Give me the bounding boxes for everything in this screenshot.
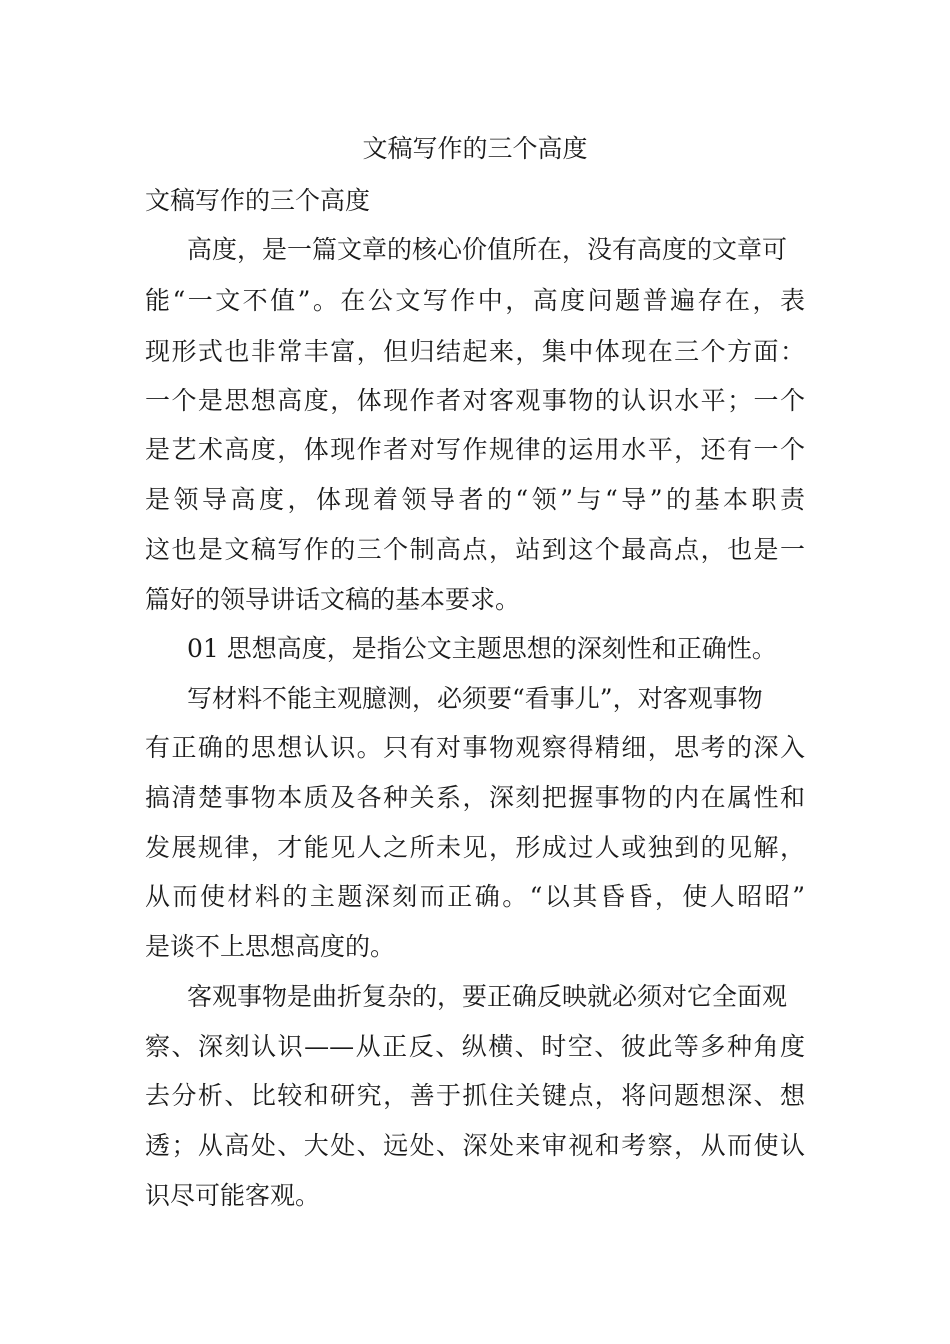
paragraph-line: 客观事物是曲折复杂的，要正确反映就必须对它全面观	[187, 982, 788, 1011]
paragraph-line: 识尽可能客观。	[145, 1181, 321, 1210]
paragraph-line: 现形式也非常丰富，但归结起来，集中体现在三个方面：	[145, 337, 805, 366]
paragraph-line: 察、深刻认识——从正反、纵横、时空、彼此等多种角度	[145, 1032, 805, 1061]
paragraph-line: 写材料不能主观臆测，必须要“看事儿”，对客观事物	[187, 684, 763, 713]
document-title: 文稿写作的三个高度	[362, 134, 588, 163]
paragraph-line: 有正确的思想认识。只有对事物观察得精细，思考的深入	[145, 733, 805, 762]
paragraph-line: 篇好的领导讲话文稿的基本要求。	[145, 585, 521, 614]
paragraph-line: 透；从高处、大处、远处、深处来审视和考察，从而使认	[145, 1131, 805, 1160]
paragraph-line: 去分析、比较和研究，善于抓住关键点，将问题想深、想	[145, 1081, 805, 1110]
paragraph-line: 从而使材料的主题深刻而正确。“以其昏昏，使人昭昭”	[145, 882, 805, 911]
paragraph-line: 这也是文稿写作的三个制高点，站到这个最高点，也是一	[145, 535, 805, 564]
paragraph-line: 是领导高度，体现着领导者的“领”与“导”的基本职责	[145, 485, 805, 514]
paragraph-line: 发展规律，才能见人之所未见，形成过人或独到的见解，	[145, 833, 805, 862]
paragraph-line: 高度，是一篇文章的核心价值所在，没有高度的文章可	[187, 235, 788, 264]
document-subtitle: 文稿写作的三个高度	[145, 186, 371, 215]
paragraph-line: 是谈不上思想高度的。	[145, 932, 396, 961]
paragraph-line: 是艺术高度，体现作者对写作规律的运用水平，还有一个	[145, 435, 805, 464]
paragraph-line: 搞清楚事物本质及各种关系，深刻把握事物的内在属性和	[145, 783, 805, 812]
paragraph-line: 一个是思想高度，体现作者对客观事物的认识水平；一个	[145, 386, 805, 415]
section-heading: 01 思想高度，是指公文主题思想的深刻性和正确性。	[187, 634, 777, 663]
paragraph-line: 能“一文不值”。在公文写作中，高度问题普遍存在，表	[145, 286, 805, 315]
